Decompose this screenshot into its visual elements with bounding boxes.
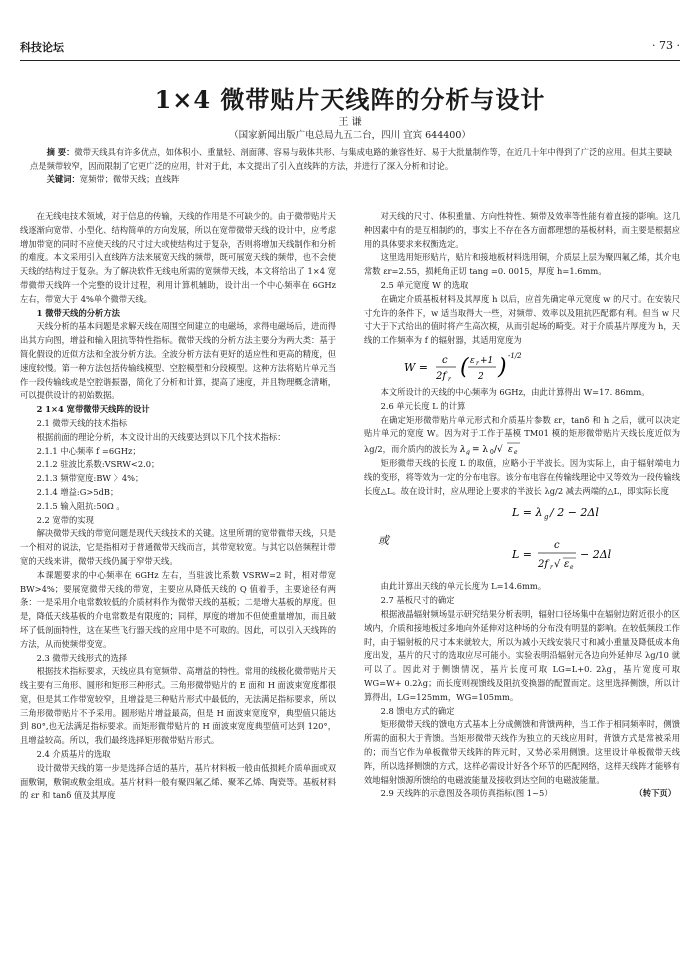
continued-note: （转下页） [634,788,676,799]
section-2-8-title: 2.8 馈电方式的确定 [380,705,455,716]
length-formulas [364,500,624,578]
section-2-4-title: 2.4 介质基片的选取 [36,749,111,760]
abstract [30,146,672,173]
section-2-2-paragraph-2: 本课题要求的中心频率在 6GHz 左右，当驻波比系数 VSRW=2 时，相对带宽 BW>4%；要展宽微带天线的带宽，主要应从降低天线的 Q 值着手，主要途径有两条：一是采用介电常数较低的介质材料作为微带天线的基板；二是增大基板的厚度。但是，降低天线基板的介电常数是有限度的；同样，厚度的增加不但使重量增加，而且破坏了低剖面特性，这在某些飞行器天线的应用中是不可取的。因此，可以引入天线阵的方法，从而使频带变宽。 [20,569,336,649]
section-2-9-title: 2.9 天线阵的示意图及各项仿真指标(图 1~5） [380,788,553,799]
abstract-label: 摘 要： [46,147,75,157]
section-2-5-text: 在确定介质基板材料及其厚度 h 以后，应首先确定单元宽度 w 的尺寸。在安装尺寸允许的条件下，w 适当取得大一些，对频带、效率以及阻抗匹配都有利。但当 w 尺寸大于下式给出的值时将产生高次模，从而引起场的畸变。对于介质基片厚度为 h，天线的工作频率为 f 的辐射器，其适用宽度为 [364,293,680,346]
svg-text:ε: ε [507,445,513,456]
svg-text:ε: ε [470,355,475,366]
section-2-2-paragraph-1: 解决微带天线的带宽问题是现代天线技术的关键。这里所谓的宽带微带天线，只是一个相对的说法，它是指相对于普通微带天线而言，其带宽较宽。与其它以倍频程计带宽的天线来讲，微带天线仍属于窄带天线。 [20,528,336,566]
svg-text:c: c [442,354,448,366]
svg-text:L = λ: L = λ [512,506,543,520]
svg-text:r: r [448,375,451,383]
svg-text:+1: +1 [480,355,494,366]
svg-text:g: g [465,449,470,456]
section-2-3-text: 根据技术指标要求，天线应具有宽频带、高增益的特性。常用的线极化微带贴片天线主要有三角形、圆形和矩形三种形式。三角形微带贴片的 E 面和 H 面波束宽度都很宽，但是其工作带宽较窄，且增益是三种贴片形式中最低的，无法满足指标要求，所以三角形微带贴片不予采用。圆形贴片增益最高，但是 H 面波束宽度窄，典型值只能达到 80°,也无法满足指标要求。而矩形微带贴片的 H 面波束宽度典型值可达到 120°，且增益较高。所以，我们最终选择矩形微带贴片形式。 [20,666,336,746]
abstract-text: 微带天线具有许多优点，如体积小、重量轻、剖面薄、容易与载体共形、与集成电路的兼容性好、易于大批量制作等，在近几十年中得到了广泛的应用。但其主要缺点是频带较窄，因而限制了它更广泛的应用，针对于此，本文提出了引入直线阵的方法，并进行了深入分析和讨论。 [30,147,672,171]
section-2-2-title: 2.2 宽带的实现 [36,514,94,525]
wavelength-formula [460,441,524,455]
svg-text:): ) [498,354,507,380]
continuation-line [364,787,680,801]
keywords-text: 宽频带；微带天线；直线阵 [79,174,180,185]
section-2-4-text: 设计微带天线的第一步是选择合适的基片，基片材料板一般由低损耗介质单面或双面敷铜，敷铜或敷金组成。基片材料一般有聚四氟乙烯、聚苯乙烯、陶瓷等。基板材料的 εr 和 tanδ 值及其厚度 [20,762,336,801]
affiliation: （国家新闻出版广电总局九五二台，四川 宜宾 644400） [229,130,471,141]
section-2-1-text: 根据前面的理论分析，本文设计出的天线要达到以下几个技术指标： [36,431,286,442]
author: 王 谦 [338,117,362,128]
svg-text:W =: W = [404,360,429,374]
left-column [20,210,336,803]
width-result: 本文所设计的天线的中心频率为 6GHz，由此计算得出 W=17. 86mm。 [380,386,650,397]
section-2-3-title: 2.3 微带天线形式的选择 [36,652,128,663]
svg-text:2f: 2f [436,370,447,382]
section-2-8-text: 矩形微带天线的馈电方式基本上分成侧馈和背馈两种，当工作于相同频率时，侧馈所需的面积大于背馈。当矩形微带天线作为独立的天线应用时，背馈方式是常被采用的；而当它作为单板微带天线阵的阵元时，又势必采用侧馈。这里设计单板微带天线阵，所以选择侧馈的方式，这样必需设计好各个环节的匹配网络，这样天线阵才能够有效地辐射馈源所馈给的电磁波能量及接收到达空间的电磁波能量。 [364,719,680,785]
svg-text:e: e [513,449,518,456]
substrate-paragraph: 对天线的尺寸、体积重量、方向性特性、频带及效率等性能有着直接的影响。这几种因素中有的是互相制约的，事实上不存在各方面都理想的基板材料，而主要是根据应用的具体要求来权衡选定。 [364,211,680,249]
section-2-1-title: 2.1 微带天线的技术指标 [36,417,128,428]
width-formula [404,350,564,384]
svg-text:(: ( [460,354,469,380]
section-2-6-paragraph-2: 矩形微带天线的长度 L 的取值，应略小于半波长。因为实际上，由于辐射端电力线的变形，将等效为一定的分布电容。该分布电容在传输线理论中又等效为一段传输线长度△L。故在设计时，应从理论上要求的半波长 λg/2 减去两端的△L，即实际长度 [364,457,680,496]
intro-paragraph: 在无线电技术领域，对于信息的传输，天线的作用是不可缺少的。由于微带贴片天线逐渐向宽带、小型化、结构简单的方向发展，所以在宽带微带天线的设计中，应考虑增加带宽的同时不应使天线的尺寸过大或使结构过于复杂，否则将增加天线制作和分析的难度。本文采用引入直线阵方法来展宽天线的频带，既可展宽天线的频带，也不会使天线的结构过于复杂。为了解决软件无线电所需的宽频带天线，本文将给出了 1×4 宽带微带天线阵一个完整的设计过程，利用计算机辅助，设计出一个中心频率在 6GHz 左右，带宽大于 4%单个微带天线。 [20,211,336,304]
section-2-title: 2 1×4 宽带微带天线阵的设计 [36,404,150,415]
svg-text:2: 2 [478,371,484,382]
abstract-block [30,146,672,187]
svg-text:-1/2: -1/2 [508,351,522,360]
svg-text:0: 0 [489,449,494,456]
section-2-6-paragraph-1 [364,414,680,457]
section-1-text: 天线分析的基本问题是求解天线在周围空间建立的电磁场，求得电磁场后，进而得出其方向图，增益和输入阻抗等特性指标。微带天线的分析方法主要分为两大类：基于简化假设的近似方法和全波分析方法。全波分析方法有更好的适应性和更高的精度，但速度较慢。第一种方法包括传输线模型、空腔模型和分段模型。这种方法将贴片单元当作一段传输线或是空腔谐振器，简化了分析和计算，提高了速度，并且物理概念清晰，可以提供设计的初始数据。 [20,321,336,401]
svg-text:/√: /√ [493,445,503,456]
svg-text:− 2Δl: − 2Δl [580,548,612,562]
spec-item: 2.1.5 输入阻抗:50Ω 。 [36,500,125,511]
section-1-title: 1 微带天线的分析方法 [36,307,120,318]
page-number: · 73 · [652,39,680,52]
svg-text:L =: L = [512,548,533,562]
svg-text:λ: λ [459,445,466,456]
svg-text:g: g [544,513,549,522]
header-rule [20,60,680,61]
svg-text:= λ: = λ [471,445,489,456]
svg-text:e: e [570,564,574,572]
spec-item: 2.1.2 驻波比系数:VSRW<2.0； [36,459,160,470]
section-2-7-text: 根据液晶辐射频场显示研究结果分析表明，辐射口径场集中在辐射边附近很小的区域内，介质和接地板过多地向外延伸对这种场的分布没有明显的影响。在较低频段工作时，由于辐射板的尺寸本来就较大，所以为减小天线安装尺寸和减小重量及降低成本角度出发，基片的尺寸的选取应尽可能小。实验表明沿辐射元各边向外延伸尽 λg/10 就可以了。因此对于侧馈情况，基片长度可取 LG=L+0. 2λg，基片宽度可取 WG=W+ 0.2λg；而长度则视馈线及阻抗变换器的配置而定。这里选择侧馈，所以计算得出，LG=125mm，WG=105mm。 [364,608,680,702]
svg-text:c: c [554,540,560,552]
spec-item: 2.1.4 增益:G>5dB； [36,486,119,497]
section-2-6-text-1: 在确定矩形微带贴片单元形式和介质基片参数 εr，tanδ 和 h 之后，就可以决定贴片单元的宽度 W。因为对于工作于基模 TM01 模的矩形微带贴片天线长度近似为 λg/2，而介质内的波长为 [364,414,680,455]
section-2-5-title: 2.5 单元宽度 W 的选取 [380,279,469,290]
right-column [364,210,680,801]
section-2-6-title: 2.6 单元长度 L 的计算 [380,400,466,411]
or-label: 或 [378,534,389,548]
svg-text:r: r [476,359,479,367]
spec-item: 2.1.3 频带宽度:BW 〉4%； [36,473,144,484]
journal-name: 科技论坛 [20,41,64,54]
svg-text:/ 2 − 2Δl: / 2 − 2Δl [550,506,599,520]
material-paragraph: 这里选用矩形贴片，贴片和接地板材料选用铜，介质层上层为聚四氟乙烯，其介电常数 εr=2.55，损耗角正切 tang =0. 0015，厚度 h=1.6mm。 [364,252,680,277]
svg-text:√: √ [554,559,561,571]
spec-item: 2.1.1 中心频率 f =6GHz； [36,445,141,456]
svg-text:r: r [550,564,553,572]
svg-text:ε: ε [564,559,570,571]
length-result: 由此计算出天线的单元长度为 L=14.6mm。 [380,581,547,592]
section-2-7-title: 2.7 基板尺寸的确定 [380,595,455,606]
keywords-label: 关键词： [46,174,80,185]
keywords [30,173,672,187]
paper-title: 1×4 微带贴片天线阵的分析与设计 [154,85,546,114]
svg-text:2f: 2f [538,559,549,571]
